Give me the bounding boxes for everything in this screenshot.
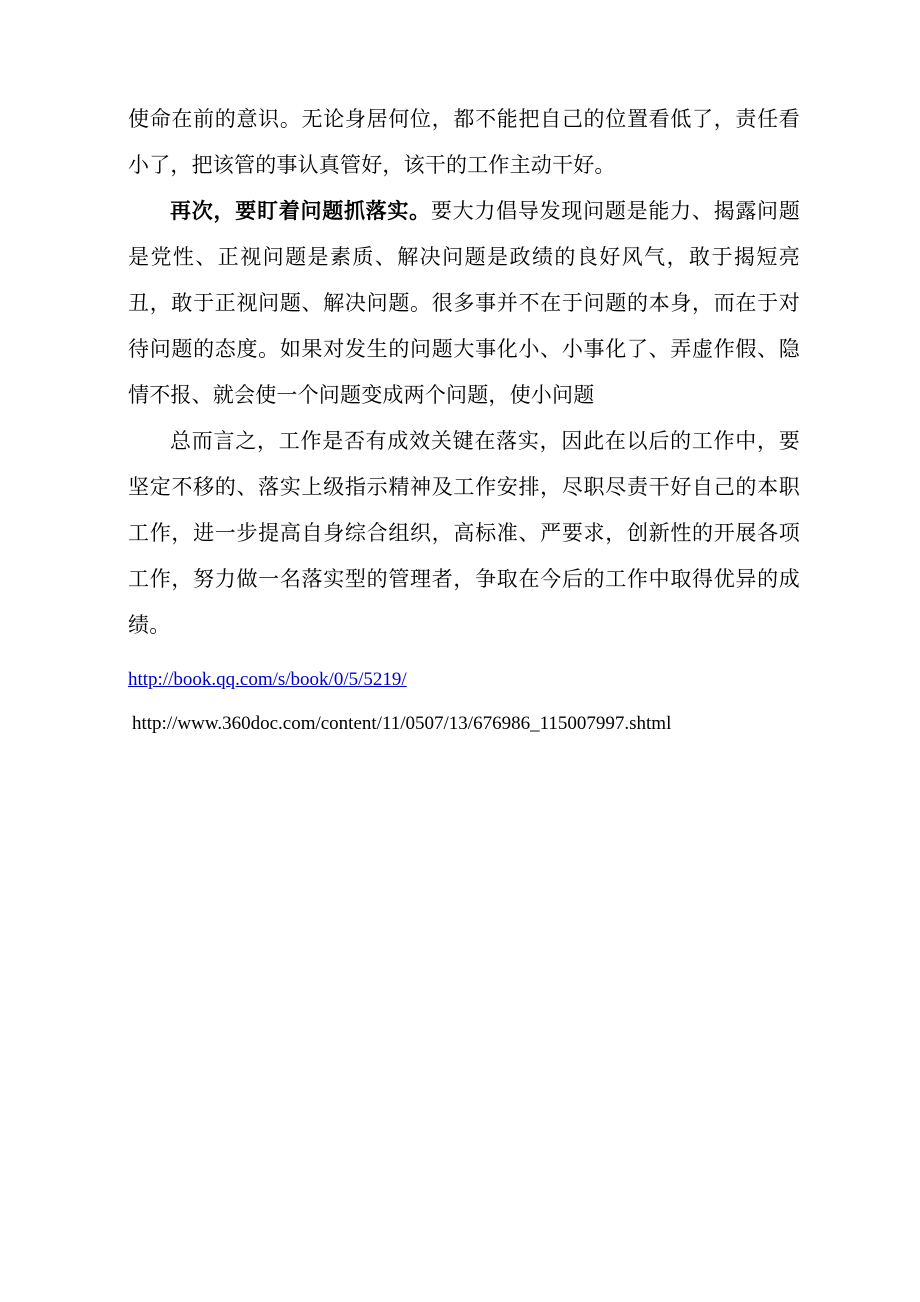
hyperlink-line (128, 658, 800, 702)
book-qq-hyperlink[interactable]: http://book.qq.com/s/book/0/5/5219/ (128, 669, 407, 690)
paragraph-2-bold-lead: 再次，要盯着问题抓落实。 (170, 199, 431, 223)
paragraph-spacer (128, 648, 800, 650)
plain-url-line: http://www.360doc.com/content/11/0507/13/676986_115007997.shtml (132, 713, 672, 734)
paragraph-3-text: 总而言之，工作是否有成效关键在落实，因此在以后的工作中，要坚定不移的、落实上级指示精神及工作安排，尽职尽责干好自己的本职工作，进一步提高自身综合组织，高标准、严要求，创新性的开展各项工作，努力做一名落实型的管理者，争取在今后的工作中取得优异的成绩。 (128, 429, 800, 637)
paragraph-3 (128, 418, 800, 648)
paragraph-2 (128, 188, 800, 418)
paragraph-1-text: 使命在前的意识。无论身居何位，都不能把自己的位置看低了，责任看小了，把该管的事认真管好，该干的工作主动干好。 (128, 107, 800, 177)
document-body (128, 96, 800, 746)
paragraph-2-text: 要大力倡导发现问题是能力、揭露问题是党性、正视问题是素质、解决问题是政绩的良好风气，敢于揭短亮丑，敢于正视问题、解决问题。很多事并不在于问题的本身，而在于对待问题的态度。如果对发生的问题大事化小、小事化了、弄虚作假、隐情不报、就会使一个问题变成两个问题，使小问题 (128, 199, 800, 407)
paragraph-1 (128, 96, 800, 188)
